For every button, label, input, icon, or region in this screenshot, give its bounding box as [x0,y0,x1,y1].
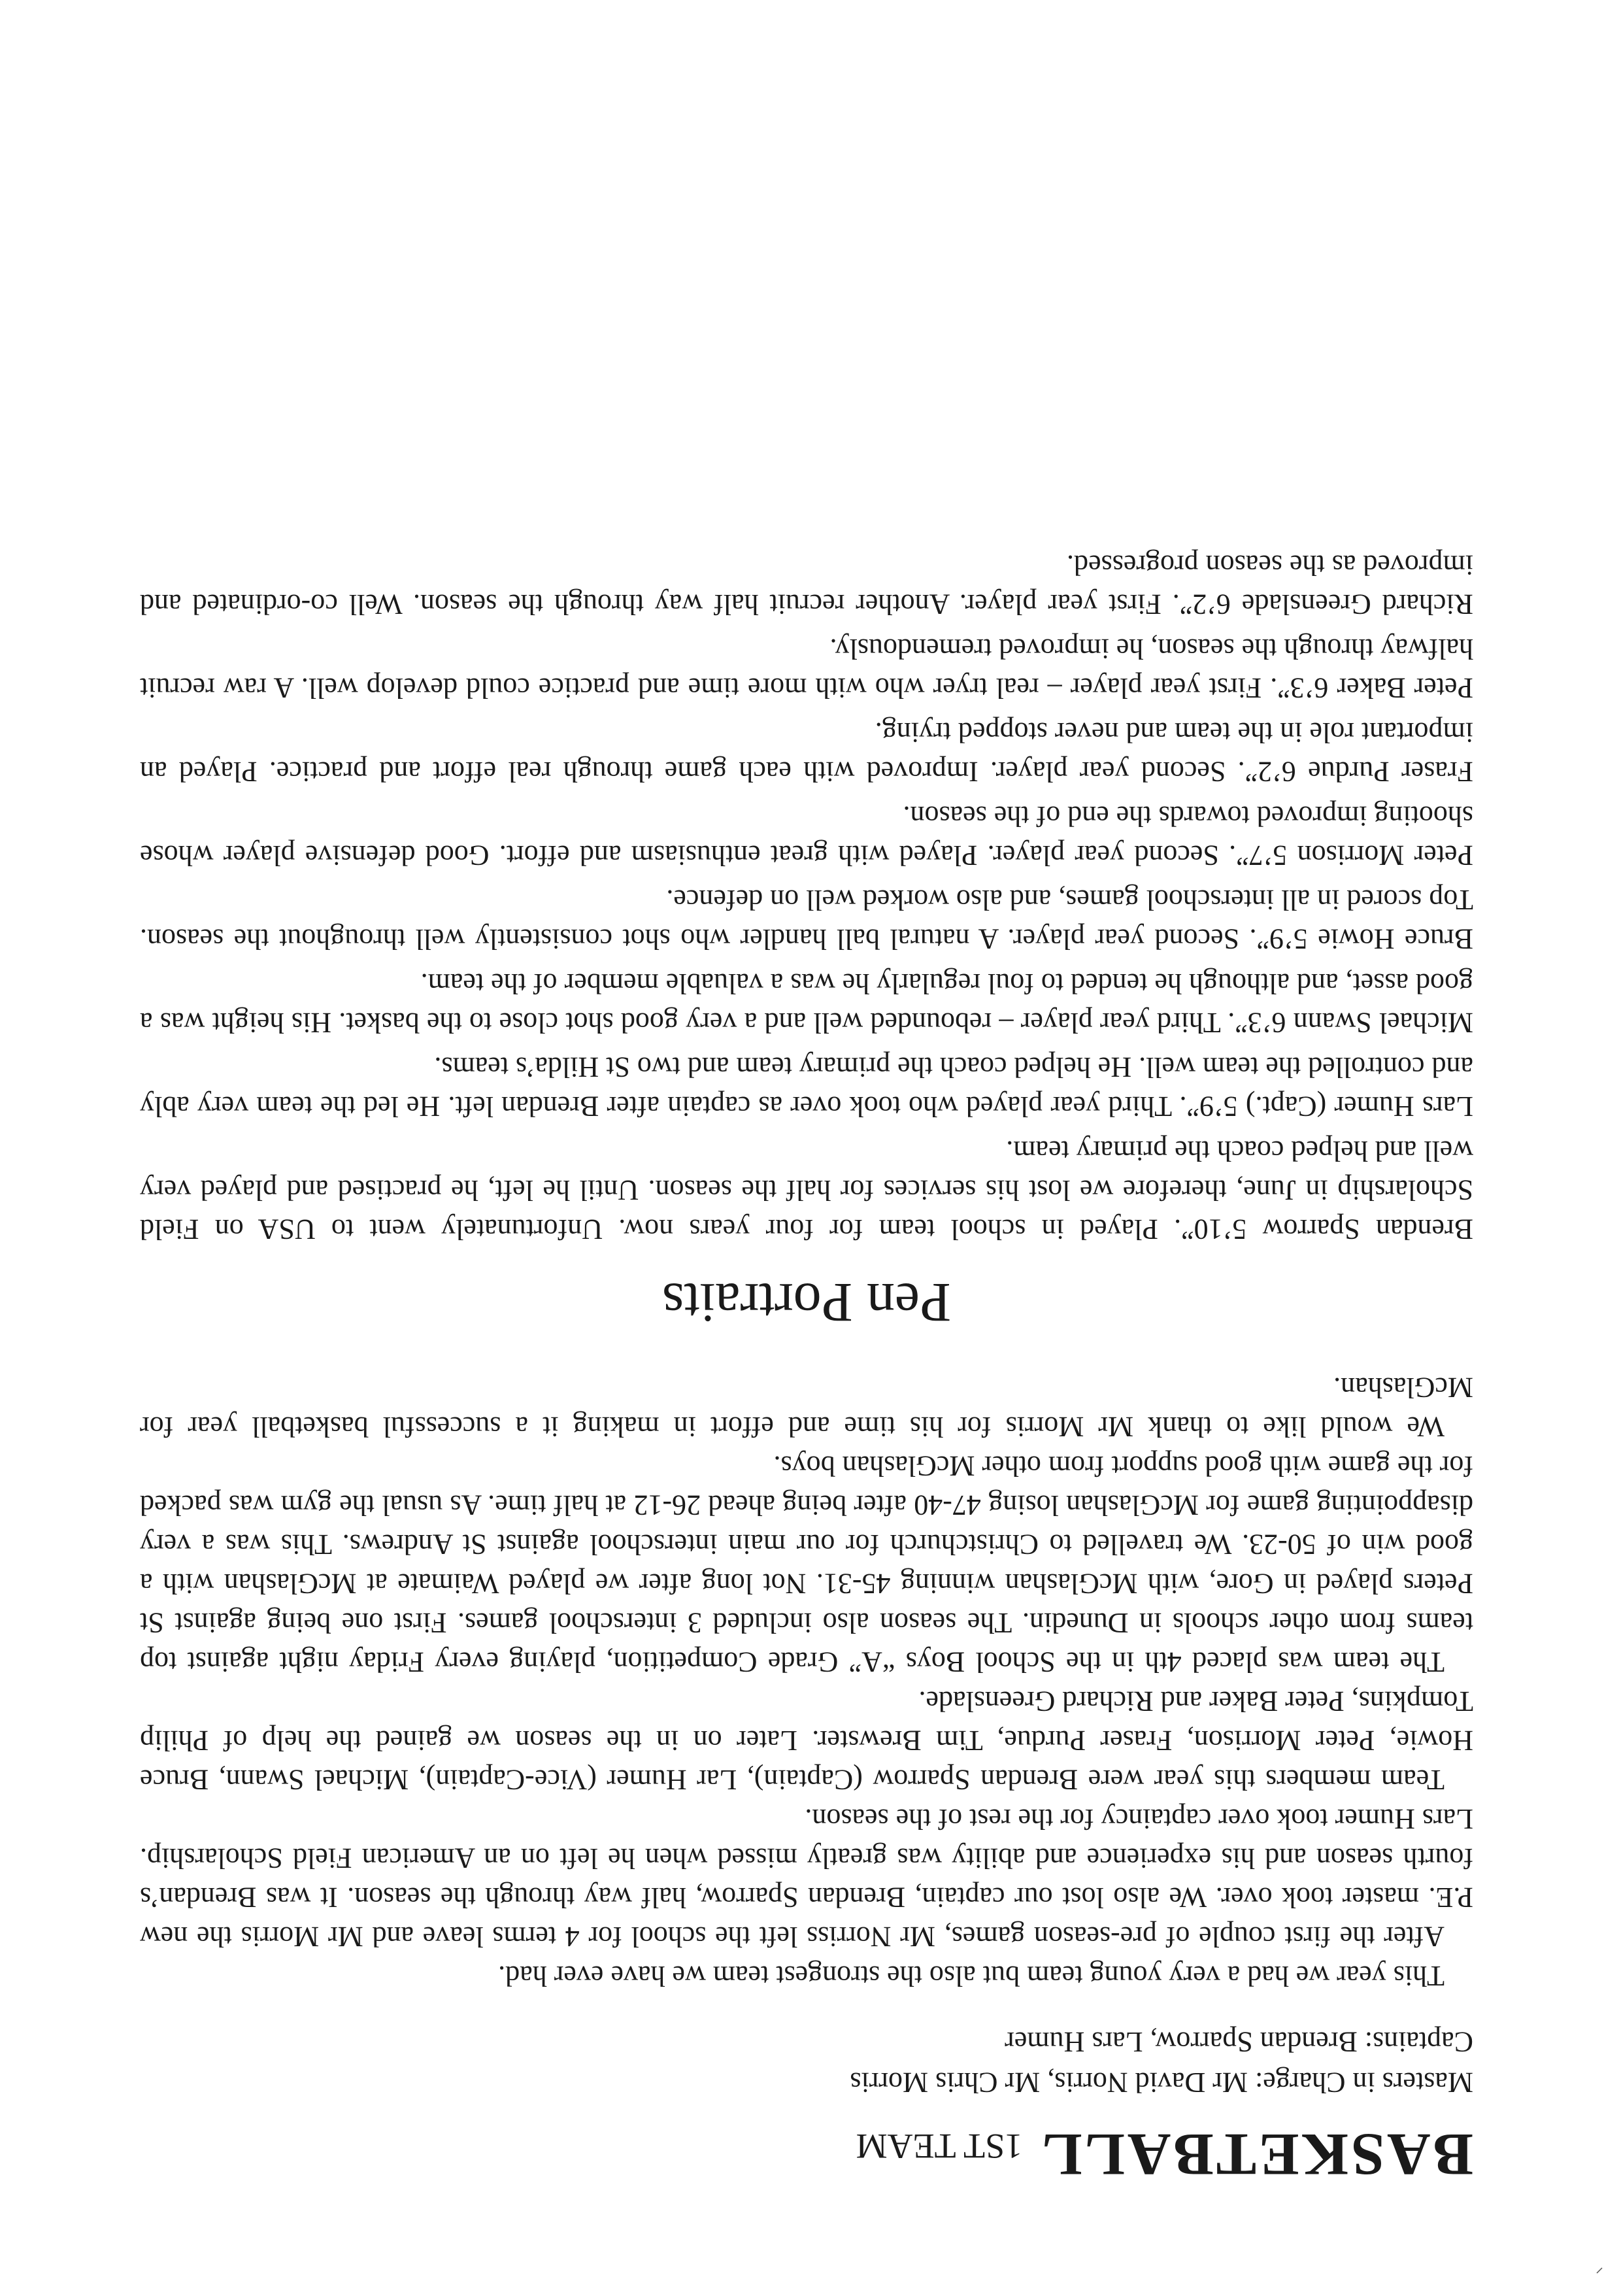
pen-portraits-heading: Pen Portraits [662,1272,951,1334]
report-body [140,1368,1473,1995]
paragraph: This year we had a very young team but also the strongest team we have ever had. [498,1960,1445,1992]
portrait-entry: Brendan Sparrow 5’10”. Played in school team for four years now. Unfortunately went to USA on Field Scholarship in June, therefore we lost his services for half the season. Until he left, he practised and played very well and helped coach the primary team. [140,1135,1473,1245]
portrait-entry: Lars Humer (Capt.) 5’9”. Third year played who took over as captain after Brendan left. He led the team very ably and controlled the team well. He helped coach the primary team and two St Hilda’s teams. [140,1051,1473,1123]
portrait-entry: Bruce Howie 5’9”. Second year player. A natural ball handler who shot consistently well throughout the season. Top scored in all interschool games, and also worked well on defence. [140,884,1473,955]
title-main: BASKETBALL [1039,2121,1473,2188]
title-sub: 1ST TEAM [856,2127,1023,2166]
paragraph: After the first couple of pre-season games, Mr Norriss left the school for 4 terms leave and Mr Morris the new P.E. master took over. We also lost our captain, Brendan Sparrow, half way through the season. It was Brendan’s fourth season and his experience and ability was greatly missed when he left on an American Field Scholarship. Lars Humer took over captaincy for the rest of the season. [140,1803,1473,1953]
portrait-entry: Michael Swann 6’3”. Third year player – rebounded well and a very good shot close to the basket. His height was a good asset, and although he tended to foul regularly he was a valuable member of the team. [140,968,1473,1039]
staff-info [140,2021,1473,2102]
captains: Captains: Brendan Sparrow, Lars Humer [1005,2026,1473,2058]
article-title [140,2121,1473,2188]
paragraph: The team was placed 4th in the School Boys “A” Grade Competition, playing every Friday night against top teams from other schools in Dunedin. The season also included 3 interschool games. First one being against St Peters played in Gore, with McGlashan winning 45-31. Not long after we played Waimate at McGlashan with a good win of 50-23. We travelled to Christchurch for our main interschool against St Andrews. This was a very disappointing game for McGlashan losing 47-40 after being ahead 26-12 at half time. As usual the gym was packed for the game with good support from other McGlashan boys. [140,1450,1473,1678]
portrait-entry: Peter Morrison 5’7”. Second year player. Played with great enthusiasm and effort. Good defensive player whose shooting improved towards the end of the season. [140,800,1473,871]
scan-tick-mark [1596,2267,1603,2274]
portrait-entry: Peter Baker 6’3”. First year player – real tryer who with more time and practice could develop well. A raw recruit halfway through the season, he improved tremendously. [140,633,1473,704]
portrait-entry: Richard Greenslade 6’2”. First year player. Another recruit half way through the season. Well co-ordinated and improved as the season progressed. [140,549,1473,620]
paragraph: We would like to thank Mr Morris for his time and effort in making it a successful basketball year for McGlashan. [140,1372,1473,1443]
pen-portraits-list [140,545,1473,1249]
portrait-entry: Fraser Purdue 6’2”. Second year player. Improved with each game through real effort and practice. Played an important role in the team and never stopped trying. [140,717,1473,788]
paragraph: Team members this year were Brendan Sparrow (Captain), Lar Humer (Vice-Captain), Michael Swann, Bruce Howie, Peter Morrison, Fraser Purdue, Tim Brewster. Later on in the season we gained the help of Philip Tompkins, Peter Baker and Richard Greenslade. [140,1685,1473,1796]
article [140,540,1473,2188]
masters-in-charge: Masters in Charge: Mr David Norris, Mr Chris Morris [850,2067,1473,2099]
